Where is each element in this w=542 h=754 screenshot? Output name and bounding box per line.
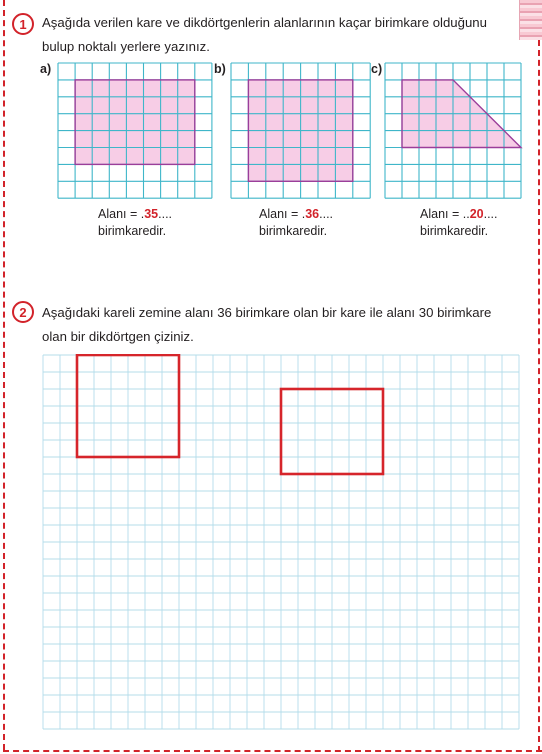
shape-a-fill xyxy=(75,80,195,164)
question-1-number: 1 xyxy=(12,13,34,35)
question-1-text-line1: Aşağıda verilen kare ve dikdörtgenlerin alanlarının kaçar birimkare olduğunu xyxy=(42,15,487,30)
answer-a-value: 35 xyxy=(144,207,159,221)
answer-a-unit: birimkaredir. xyxy=(98,224,167,238)
dashed-border-bottom xyxy=(3,750,542,752)
answer-c: Alanı = ..20.... birimkaredir. xyxy=(420,207,498,238)
answer-b: Alanı = .36.... birimkaredir. xyxy=(259,207,334,238)
dashed-border-right xyxy=(538,40,540,752)
answer-a-prefix: Alanı = xyxy=(98,207,141,221)
question-2-number: 2 xyxy=(12,301,34,323)
grid-a xyxy=(57,62,213,202)
answer-b-unit: birimkaredir. xyxy=(259,224,328,238)
dashed-border-left xyxy=(3,0,5,750)
grid-c xyxy=(384,62,523,202)
answer-c-value: 20 xyxy=(469,207,484,221)
question-2-text-line2: olan bir dikdörtgen çiziniz. xyxy=(42,329,194,344)
answer-a: Alanı = .35.... birimkaredir. xyxy=(98,207,173,238)
part-c-label: c) xyxy=(371,62,383,76)
part-b-label: b) xyxy=(214,62,226,76)
part-a-label: a) xyxy=(40,62,52,76)
answer-c-unit: birimkaredir. xyxy=(420,224,489,238)
page-curl-decoration xyxy=(519,0,542,40)
answer-b-value: 36 xyxy=(305,207,320,221)
question-1-text-line2: bulup noktalı yerlere yazınız. xyxy=(42,39,210,54)
question-2-text-line1: Aşağıdaki kareli zemine alanı 36 birimkare olan bir kare ile alanı 30 birimkare xyxy=(42,305,492,320)
answer-b-prefix: Alanı = xyxy=(259,207,302,221)
grid-b xyxy=(230,62,372,202)
drawing-grid[interactable] xyxy=(42,354,520,730)
answer-c-prefix: Alanı = xyxy=(420,207,463,221)
